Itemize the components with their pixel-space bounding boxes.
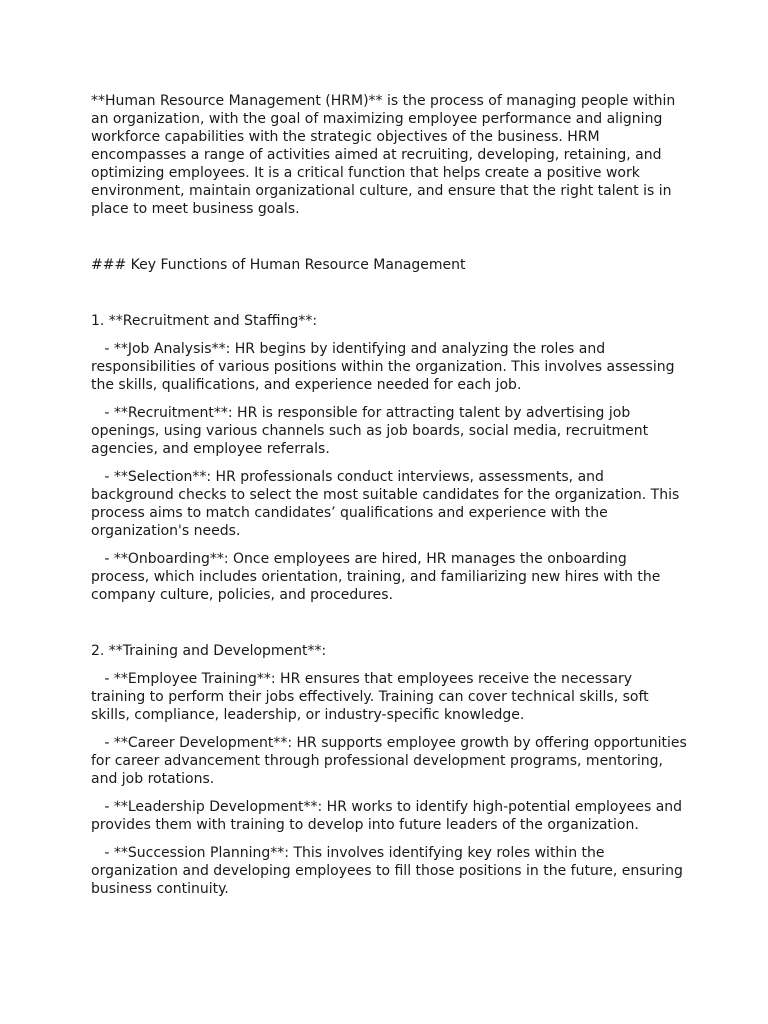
section-training bbox=[91, 642, 692, 898]
list-item: - **Succession Planning**: This involves identifying key roles within the organization and developing employees to fill those positions in the future, ensuring business continuity. bbox=[91, 845, 688, 897]
list-item: - **Onboarding**: Once employees are hired, HR manages the onboarding process, which includes orientation, training, and familiarizing new hires with the company culture, policies, and procedures. bbox=[91, 551, 665, 603]
list-item: - **Career Development**: HR supports employee growth by offering opportunities for career advancement through professional development programs, mentoring, and job rotations. bbox=[91, 735, 692, 787]
list-item: - **Leadership Development**: HR works to identify high-potential employees and provides them with training to develop into future leaders of the organization. bbox=[91, 799, 687, 833]
list-item: - **Recruitment**: HR is responsible for attracting talent by advertising job openings, using various channels such as job boards, social media, recruitment agencies, and employee referrals. bbox=[91, 405, 653, 457]
intro-paragraph: **Human Resource Management (HRM)** is the process of managing people within an organization, with the goal of maximizing employee performance and aligning workforce capabilities with the strategic objectives of the business. HRM encompasses a range of activities aimed at recruiting, developing, retaining, and optimizing employees. It is a critical function that helps create a positive work environment, maintain organizational culture, and ensure that the right talent is in place to meet business goals. bbox=[91, 93, 680, 217]
section-title: 1. **Recruitment and Staffing**: bbox=[91, 313, 318, 329]
list-item: - **Employee Training**: HR ensures that employees receive the necessary training to perform their jobs effectively. Training can cover technical skills, soft skills, compliance, leadership, or industry-specific knowledge. bbox=[91, 671, 654, 723]
list-item: - **Job Analysis**: HR begins by identifying and analyzing the roles and responsibilities of various positions within the organization. This involves assessing the skills, qualifications, and experience needed for each job. bbox=[91, 341, 679, 393]
section-title: 2. **Training and Development**: bbox=[91, 643, 327, 659]
section-recruitment bbox=[91, 312, 688, 604]
list-item: - **Selection**: HR professionals conduct interviews, assessments, and background checks to select the most suitable candidates for the organization. This process aims to match candidates’ qualifications and experience with the organization's needs. bbox=[91, 469, 684, 539]
section-heading: ### Key Functions of Human Resource Management bbox=[91, 257, 466, 273]
